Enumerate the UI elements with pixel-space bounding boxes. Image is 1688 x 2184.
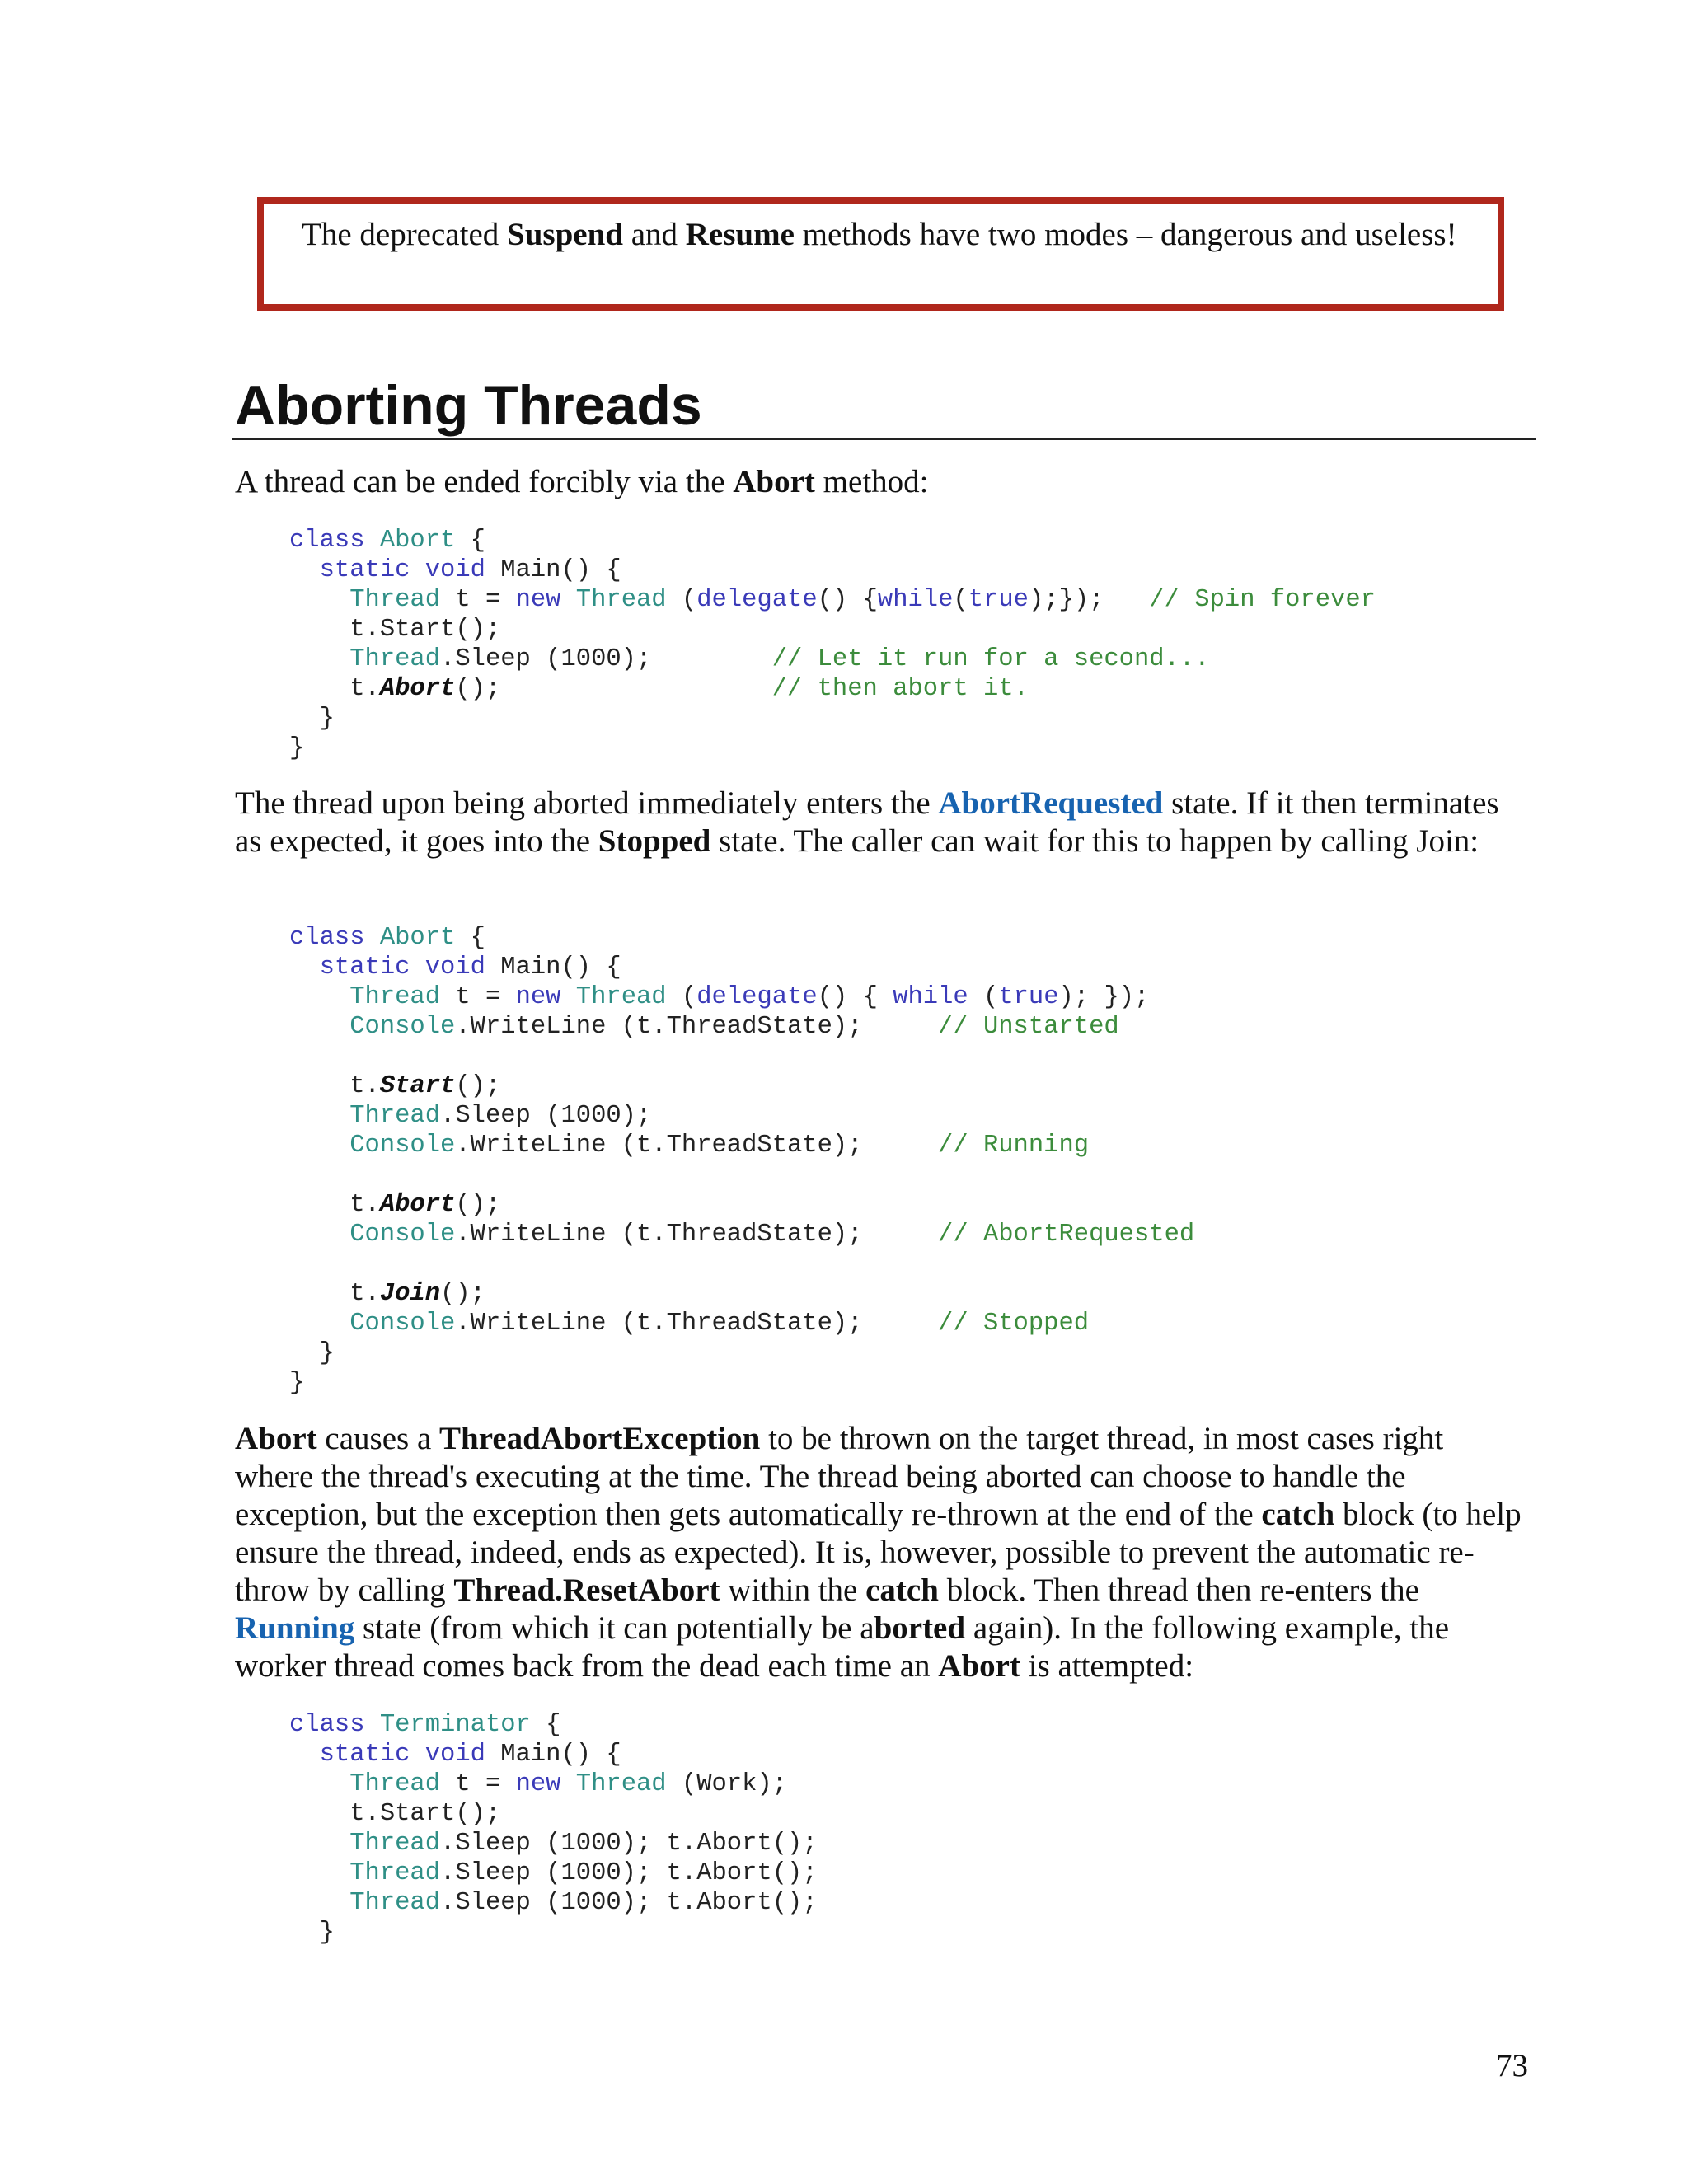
code-line: t.Abort(); // then abort it. bbox=[289, 675, 1029, 703]
callout-note: The deprecated Suspend and Resume methods have two modes – dangerous and useless! bbox=[302, 217, 1457, 252]
code-block-terminator bbox=[289, 1710, 818, 1947]
code-line: } bbox=[289, 734, 305, 762]
paragraph-threadabortexception: Abort causes a ThreadAbortException to be thrown on the target thread, in most cases right where the thread's executing at the time. The thread being aborted can choose to handle the exception, but the exception then gets automatically re-thrown at the end of the catch block (to help ensure the thread, indeed, ends as expected). It is, however, possible to prevent the automatic re-throw by calling Thread.ResetAbort within the catch block. Then thread then re-enters the Running state (from which it can potentially be aborted again). In the following example, the worker thread comes back from the dead each time an Abort is attempted: bbox=[235, 1421, 1522, 1684]
code-line: Thread t = new Thread (delegate() {while(true);}); // Spin forever bbox=[349, 586, 1376, 614]
code-line: class Terminator { bbox=[289, 1711, 561, 1739]
code-line: t.Start(); bbox=[289, 616, 501, 644]
code-line: static void Main() { bbox=[319, 556, 621, 584]
code-line: Thread t = new Thread (delegate() { while (true); }); bbox=[349, 983, 1150, 1011]
code-line: Console.WriteLine (t.ThreadState); // Unstarted bbox=[349, 1013, 1119, 1041]
code-line: t.Start(); bbox=[289, 1072, 501, 1100]
code-line: class Abort { bbox=[289, 527, 485, 555]
heading-rule bbox=[232, 438, 1536, 440]
code-line: } bbox=[289, 1339, 335, 1367]
code-line: Thread.Sleep (1000); bbox=[349, 1102, 652, 1130]
code-line: } bbox=[289, 1369, 305, 1397]
link-abortrequested[interactable]: AbortRequested bbox=[938, 785, 1164, 821]
code-line: Console.WriteLine (t.ThreadState); // AbortRequested bbox=[349, 1221, 1195, 1249]
code-line: t.Join(); bbox=[289, 1280, 485, 1308]
code-line: Console.WriteLine (t.ThreadState); // Running bbox=[349, 1132, 1090, 1160]
code-line: } bbox=[289, 705, 335, 733]
section-heading: Aborting Threads bbox=[235, 374, 702, 437]
page-number: 73 bbox=[1496, 2048, 1528, 2083]
callout-box bbox=[257, 197, 1504, 311]
code-line: static void Main() { bbox=[319, 954, 621, 982]
code-line: t.Start(); bbox=[289, 1800, 501, 1828]
code-block-threadstate bbox=[289, 923, 1194, 1398]
code-line: Thread.Sleep (1000); t.Abort(); bbox=[349, 1889, 818, 1917]
code-line: Thread t = new Thread (Work); bbox=[349, 1770, 788, 1798]
code-line: } bbox=[289, 1919, 335, 1947]
code-line: Thread.Sleep (1000); t.Abort(); bbox=[349, 1830, 818, 1858]
code-line: Console.WriteLine (t.ThreadState); // Stopped bbox=[349, 1310, 1090, 1338]
intro-paragraph: A thread can be ended forcibly via the Abort method: bbox=[235, 464, 929, 499]
link-running[interactable]: Running bbox=[235, 1610, 355, 1646]
paragraph-abort-requested: The thread upon being aborted immediately enters the AbortRequested state. If it then terminates as expected, it goes into the Stopped state. The caller can wait for this to happen by calling Join: bbox=[235, 785, 1499, 859]
code-block-abort bbox=[289, 526, 1376, 763]
code-line: Thread.Sleep (1000); t.Abort(); bbox=[349, 1859, 818, 1887]
code-line: class Abort { bbox=[289, 924, 485, 952]
code-line: Thread.Sleep (1000); // Let it run for a second... bbox=[349, 645, 1210, 673]
code-line: static void Main() { bbox=[319, 1741, 621, 1769]
code-line: t.Abort(); bbox=[289, 1191, 501, 1219]
